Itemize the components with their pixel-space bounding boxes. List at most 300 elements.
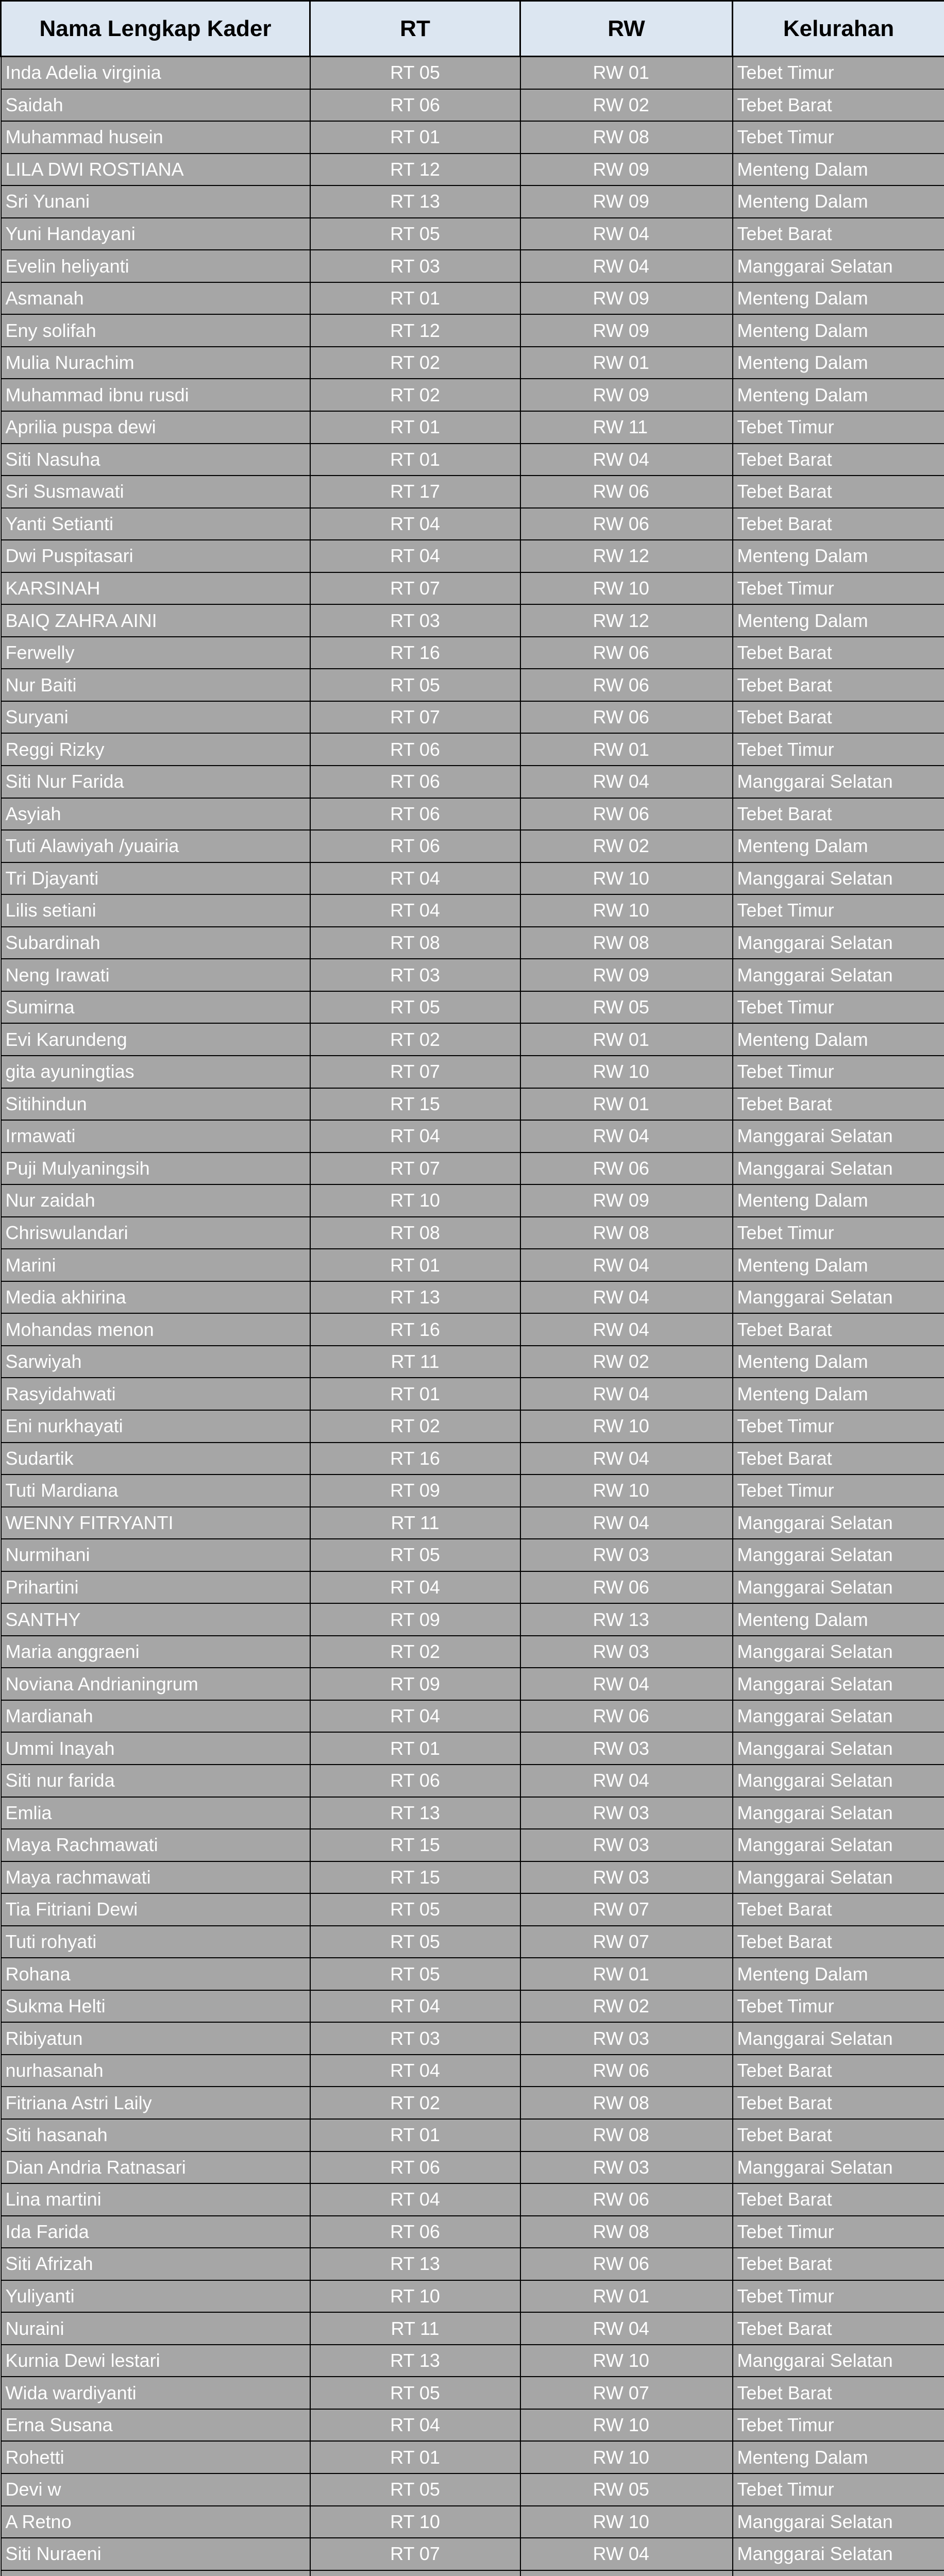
cell-rt[interactable]: RT 04 bbox=[310, 862, 520, 895]
table-row[interactable] bbox=[1, 2119, 944, 2151]
cell-rw[interactable]: RW 09 bbox=[520, 154, 733, 186]
table-row[interactable] bbox=[1, 1475, 944, 1507]
cell-rw[interactable]: RW 08 bbox=[520, 1217, 733, 1249]
cell-rt[interactable]: RT 06 bbox=[310, 798, 520, 831]
cell-name[interactable]: Prihartini bbox=[1, 1571, 310, 1604]
header-rt[interactable]: RT bbox=[310, 1, 520, 57]
cell-name[interactable]: Sri Susmawati bbox=[1, 476, 310, 508]
cell-rt[interactable]: RT 11 bbox=[310, 1346, 520, 1378]
cell-rt[interactable]: RT 13 bbox=[310, 1797, 520, 1829]
cell-name[interactable]: Neng Irawati bbox=[1, 959, 310, 991]
table-row[interactable] bbox=[1, 347, 944, 379]
cell-name[interactable]: Siti Nasuha bbox=[1, 444, 310, 476]
cell-rt[interactable]: RT 01 bbox=[310, 282, 520, 315]
cell-rw[interactable]: RW 09 bbox=[520, 1184, 733, 1217]
cell-name[interactable]: Reggi Rizky bbox=[1, 733, 310, 766]
cell-rw[interactable]: RW 01 bbox=[520, 347, 733, 379]
table-row[interactable] bbox=[1, 991, 944, 1024]
cell-name[interactable]: Sitihindun bbox=[1, 1088, 310, 1121]
cell-name[interactable]: Eni nurkhayati bbox=[1, 1410, 310, 1443]
cell-rt[interactable]: RT 02 bbox=[310, 1636, 520, 1668]
cell-name[interactable]: Sumirna bbox=[1, 991, 310, 1024]
cell-rw[interactable]: RW 06 bbox=[520, 1700, 733, 1733]
table-row[interactable] bbox=[1, 444, 944, 476]
cell-rt[interactable]: RT 04 bbox=[310, 1120, 520, 1153]
cell-kelurahan[interactable]: Manggarai Selatan bbox=[733, 1636, 944, 1668]
cell-kelurahan[interactable]: Tebet Barat bbox=[733, 2119, 944, 2151]
cell-name[interactable]: BAIQ ZAHRA AINI bbox=[1, 604, 310, 637]
cell-rt[interactable]: RT 07 bbox=[310, 701, 520, 734]
cell-rw[interactable]: RW 04 bbox=[520, 2538, 733, 2570]
cell-rw[interactable]: RW 03 bbox=[520, 1829, 733, 1861]
table-row[interactable] bbox=[1, 959, 944, 991]
cell-kelurahan[interactable]: Menteng Dalam bbox=[733, 1023, 944, 1056]
cell-rt[interactable]: RT 03 bbox=[310, 2022, 520, 2055]
cell-rt[interactable]: RT 09 bbox=[310, 1475, 520, 1507]
table-row[interactable] bbox=[1, 2055, 944, 2087]
cell-kelurahan[interactable]: Manggarai Selatan bbox=[733, 2506, 944, 2538]
cell-name[interactable]: Maria anggraeni bbox=[1, 1636, 310, 1668]
cell-kelurahan[interactable]: Manggarai Selatan bbox=[733, 2022, 944, 2055]
cell-name[interactable]: Mardianah bbox=[1, 1700, 310, 1733]
cell-rw[interactable]: RW 03 bbox=[520, 1861, 733, 1894]
table-row[interactable] bbox=[1, 1378, 944, 1410]
cell-rw[interactable]: RW 02 bbox=[520, 89, 733, 122]
cell-name[interactable]: Fitriana Astri Laily bbox=[1, 2087, 310, 2119]
cell-rt[interactable]: RT 07 bbox=[310, 1056, 520, 1088]
cell-rw[interactable]: RW 01 bbox=[520, 1958, 733, 1990]
cell-name[interactable]: Yuni Handayani bbox=[1, 218, 310, 250]
cell-rt[interactable]: RT 01 bbox=[310, 1732, 520, 1765]
cell-name[interactable]: Eny solifah bbox=[1, 314, 310, 347]
cell-name[interactable]: Puji Mulyaningsih bbox=[1, 1153, 310, 1185]
cell-name[interactable]: Erna Susana bbox=[1, 2409, 310, 2442]
table-row[interactable] bbox=[1, 2441, 944, 2473]
cell-kelurahan[interactable]: Menteng Dalam bbox=[733, 1184, 944, 1217]
cell-kelurahan[interactable]: Tebet Barat bbox=[733, 1088, 944, 1121]
cell-name[interactable]: Maya Rachmawati bbox=[1, 1829, 310, 1861]
table-row[interactable] bbox=[1, 1732, 944, 1765]
cell-name[interactable]: Marini bbox=[1, 1249, 310, 1281]
cell-kelurahan[interactable]: Manggarai Selatan bbox=[733, 1765, 944, 1797]
cell-rw[interactable]: RW 05 bbox=[520, 991, 733, 1024]
table-row[interactable] bbox=[1, 894, 944, 927]
cell-kelurahan[interactable]: Tebet Timur bbox=[733, 1410, 944, 1443]
table-row[interactable] bbox=[1, 1249, 944, 1281]
cell-rt[interactable]: RT 07 bbox=[310, 2538, 520, 2570]
cell-name[interactable]: Irmawati bbox=[1, 1120, 310, 1153]
cell-rw[interactable]: RW 04 bbox=[520, 1507, 733, 1539]
cell-rw[interactable]: RW 01 bbox=[520, 733, 733, 766]
table-row[interactable] bbox=[1, 2151, 944, 2184]
table-row[interactable] bbox=[1, 2377, 944, 2409]
cell-name[interactable]: Rohana bbox=[1, 1958, 310, 1990]
cell-rt[interactable]: RT 11 bbox=[310, 1507, 520, 1539]
table-row[interactable] bbox=[1, 508, 944, 540]
cell-name[interactable]: KARSINAH bbox=[1, 572, 310, 605]
cell-kelurahan[interactable]: Tebet Barat bbox=[733, 508, 944, 540]
cell-rw[interactable]: RW 06 bbox=[520, 637, 733, 669]
cell-rt[interactable]: RT 01 bbox=[310, 121, 520, 154]
cell-rt[interactable]: RT 09 bbox=[310, 1668, 520, 1700]
table-row[interactable] bbox=[1, 218, 944, 250]
cell-name[interactable]: Aprilia puspa dewi bbox=[1, 411, 310, 444]
cell-rw[interactable]: RW 04 bbox=[520, 444, 733, 476]
table-row[interactable] bbox=[1, 476, 944, 508]
cell-kelurahan[interactable]: Tebet Timur bbox=[733, 411, 944, 444]
cell-name[interactable] bbox=[1, 2570, 310, 2576]
table-row[interactable] bbox=[1, 1990, 944, 2023]
table-row[interactable] bbox=[1, 1346, 944, 1378]
cell-name[interactable]: Tuti rohyati bbox=[1, 1926, 310, 1958]
cell-name[interactable]: Kurnia Dewi lestari bbox=[1, 2345, 310, 2377]
table-row[interactable] bbox=[1, 1023, 944, 1056]
cell-rt[interactable]: RT 02 bbox=[310, 1023, 520, 1056]
cell-name[interactable]: Nur zaidah bbox=[1, 1184, 310, 1217]
table-row[interactable] bbox=[1, 2538, 944, 2570]
cell-rw[interactable]: RW 10 bbox=[520, 2345, 733, 2377]
table-row[interactable] bbox=[1, 733, 944, 766]
cell-kelurahan[interactable]: Menteng Dalam bbox=[733, 2441, 944, 2473]
cell-name[interactable]: Tia Fitriani Dewi bbox=[1, 1893, 310, 1926]
table-row[interactable] bbox=[1, 314, 944, 347]
cell-rw[interactable] bbox=[520, 2570, 733, 2576]
header-kelurahan[interactable]: Kelurahan bbox=[733, 1, 944, 57]
cell-kelurahan[interactable]: Menteng Dalam bbox=[733, 604, 944, 637]
cell-rt[interactable]: RT 13 bbox=[310, 1281, 520, 1314]
table-row[interactable] bbox=[1, 1056, 944, 1088]
cell-rt[interactable]: RT 04 bbox=[310, 894, 520, 927]
cell-rt[interactable]: RT 13 bbox=[310, 2345, 520, 2377]
cell-kelurahan[interactable]: Menteng Dalam bbox=[733, 1249, 944, 1281]
cell-name[interactable]: Ribiyatun bbox=[1, 2022, 310, 2055]
cell-kelurahan[interactable]: Menteng Dalam bbox=[733, 379, 944, 411]
table-row[interactable] bbox=[1, 2183, 944, 2216]
cell-rt[interactable]: RT 04 bbox=[310, 1571, 520, 1604]
cell-kelurahan[interactable]: Manggarai Selatan bbox=[733, 766, 944, 798]
cell-rw[interactable]: RW 01 bbox=[520, 57, 733, 89]
cell-name[interactable]: Lilis setiani bbox=[1, 894, 310, 927]
cell-kelurahan[interactable]: Tebet Barat bbox=[733, 1313, 944, 1346]
cell-kelurahan[interactable]: Menteng Dalam bbox=[733, 1346, 944, 1378]
cell-rt[interactable]: RT 05 bbox=[310, 1958, 520, 1990]
cell-kelurahan[interactable]: Tebet Barat bbox=[733, 1443, 944, 1475]
cell-rt[interactable]: RT 08 bbox=[310, 927, 520, 959]
cell-rw[interactable]: RW 07 bbox=[520, 1926, 733, 1958]
table-row[interactable] bbox=[1, 1668, 944, 1700]
cell-kelurahan[interactable]: Manggarai Selatan bbox=[733, 1153, 944, 1185]
cell-rw[interactable]: RW 06 bbox=[520, 701, 733, 734]
cell-rt[interactable]: RT 04 bbox=[310, 540, 520, 572]
cell-name[interactable]: nurhasanah bbox=[1, 2055, 310, 2087]
cell-rw[interactable]: RW 12 bbox=[520, 604, 733, 637]
cell-rw[interactable]: RW 11 bbox=[520, 411, 733, 444]
table-row[interactable] bbox=[1, 830, 944, 862]
cell-kelurahan[interactable]: Manggarai Selatan bbox=[733, 250, 944, 282]
cell-kelurahan[interactable]: Tebet Barat bbox=[733, 2183, 944, 2216]
cell-rw[interactable]: RW 04 bbox=[520, 766, 733, 798]
cell-kelurahan[interactable]: Manggarai Selatan bbox=[733, 1120, 944, 1153]
cell-rw[interactable]: RW 06 bbox=[520, 2055, 733, 2087]
cell-rt[interactable]: RT 17 bbox=[310, 476, 520, 508]
cell-rw[interactable]: RW 04 bbox=[520, 1765, 733, 1797]
cell-name[interactable]: Siti hasanah bbox=[1, 2119, 310, 2151]
cell-rt[interactable]: RT 04 bbox=[310, 2055, 520, 2087]
cell-rt[interactable]: RT 03 bbox=[310, 959, 520, 991]
table-row[interactable] bbox=[1, 411, 944, 444]
cell-name[interactable]: Sudartik bbox=[1, 1443, 310, 1475]
cell-name[interactable]: Nur Baiti bbox=[1, 669, 310, 701]
cell-kelurahan[interactable]: Tebet Timur bbox=[733, 1475, 944, 1507]
cell-rw[interactable]: RW 10 bbox=[520, 2409, 733, 2442]
cell-name[interactable]: Rohetti bbox=[1, 2441, 310, 2473]
cell-rw[interactable]: RW 07 bbox=[520, 1893, 733, 1926]
cell-rt[interactable]: RT 16 bbox=[310, 1313, 520, 1346]
cell-name[interactable]: SANTHY bbox=[1, 1603, 310, 1636]
cell-rw[interactable]: RW 06 bbox=[520, 508, 733, 540]
cell-kelurahan[interactable]: Manggarai Selatan bbox=[733, 2345, 944, 2377]
cell-rt[interactable]: RT 10 bbox=[310, 2280, 520, 2313]
table-row[interactable] bbox=[1, 2345, 944, 2377]
cell-kelurahan[interactable]: Tebet Timur bbox=[733, 2280, 944, 2313]
cell-rw[interactable]: RW 02 bbox=[520, 1346, 733, 1378]
cell-name[interactable]: Siti Nur Farida bbox=[1, 766, 310, 798]
cell-name[interactable]: Dian Andria Ratnasari bbox=[1, 2151, 310, 2184]
cell-rt[interactable]: RT 05 bbox=[310, 2377, 520, 2409]
cell-name[interactable]: Siti Nuraeni bbox=[1, 2538, 310, 2570]
table-row[interactable] bbox=[1, 1829, 944, 1861]
cell-kelurahan[interactable]: Tebet Barat bbox=[733, 1926, 944, 1958]
cell-kelurahan[interactable]: Tebet Barat bbox=[733, 2377, 944, 2409]
table-row[interactable] bbox=[1, 154, 944, 186]
table-row[interactable] bbox=[1, 2312, 944, 2345]
cell-rt[interactable]: RT 10 bbox=[310, 1184, 520, 1217]
cell-name[interactable]: LILA DWI ROSTIANA bbox=[1, 154, 310, 186]
table-row[interactable] bbox=[1, 2409, 944, 2442]
cell-name[interactable]: Devi w bbox=[1, 2473, 310, 2506]
cell-rt[interactable]: RT 05 bbox=[310, 1926, 520, 1958]
table-row[interactable] bbox=[1, 927, 944, 959]
cell-rw[interactable]: RW 04 bbox=[520, 1668, 733, 1700]
cell-rw[interactable]: RW 04 bbox=[520, 1443, 733, 1475]
cell-name[interactable]: Evi Karundeng bbox=[1, 1023, 310, 1056]
cell-kelurahan[interactable]: Manggarai Selatan bbox=[733, 2538, 944, 2570]
cell-rt[interactable]: RT 01 bbox=[310, 1249, 520, 1281]
table-row[interactable] bbox=[1, 282, 944, 315]
table-row[interactable] bbox=[1, 1700, 944, 1733]
cell-name[interactable]: Subardinah bbox=[1, 927, 310, 959]
cell-rw[interactable]: RW 03 bbox=[520, 1539, 733, 1571]
table-row[interactable] bbox=[1, 1184, 944, 1217]
cell-rt[interactable]: RT 05 bbox=[310, 57, 520, 89]
cell-rt[interactable]: RT 08 bbox=[310, 1217, 520, 1249]
cell-rw[interactable]: RW 04 bbox=[520, 218, 733, 250]
cell-name[interactable]: WENNY FITRYANTI bbox=[1, 1507, 310, 1539]
cell-kelurahan[interactable]: Tebet Timur bbox=[733, 1056, 944, 1088]
cell-rw[interactable]: RW 06 bbox=[520, 476, 733, 508]
cell-name[interactable]: Siti Afrizah bbox=[1, 2248, 310, 2280]
cell-name[interactable]: Sukma Helti bbox=[1, 1990, 310, 2023]
cell-kelurahan[interactable]: Tebet Barat bbox=[733, 89, 944, 122]
cell-kelurahan[interactable]: Tebet Timur bbox=[733, 121, 944, 154]
table-row[interactable] bbox=[1, 1410, 944, 1443]
table-row[interactable] bbox=[1, 572, 944, 605]
cell-rw[interactable]: RW 08 bbox=[520, 927, 733, 959]
table-row[interactable] bbox=[1, 798, 944, 831]
table-row[interactable] bbox=[1, 1120, 944, 1153]
cell-rt[interactable]: RT 04 bbox=[310, 1700, 520, 1733]
cell-kelurahan[interactable]: Tebet Barat bbox=[733, 1893, 944, 1926]
cell-kelurahan[interactable]: Tebet Timur bbox=[733, 2409, 944, 2442]
cell-rt[interactable]: RT 03 bbox=[310, 604, 520, 637]
table-row[interactable] bbox=[1, 1443, 944, 1475]
cell-rw[interactable]: RW 09 bbox=[520, 379, 733, 411]
table-row[interactable] bbox=[1, 1281, 944, 1314]
cell-rt[interactable]: RT 13 bbox=[310, 185, 520, 218]
cell-kelurahan[interactable]: Manggarai Selatan bbox=[733, 2151, 944, 2184]
cell-rt[interactable]: RT 12 bbox=[310, 314, 520, 347]
cell-kelurahan[interactable]: Manggarai Selatan bbox=[733, 1700, 944, 1733]
table-row[interactable] bbox=[1, 1313, 944, 1346]
cell-name[interactable]: Yuliyanti bbox=[1, 2280, 310, 2313]
cell-name[interactable]: Tuti Mardiana bbox=[1, 1475, 310, 1507]
cell-rt[interactable]: RT 05 bbox=[310, 991, 520, 1024]
cell-name[interactable]: Mohandas menon bbox=[1, 1313, 310, 1346]
cell-rw[interactable]: RW 04 bbox=[520, 1281, 733, 1314]
cell-rt[interactable]: RT 02 bbox=[310, 379, 520, 411]
cell-rw[interactable]: RW 04 bbox=[520, 2312, 733, 2345]
cell-rt[interactable]: RT 05 bbox=[310, 1539, 520, 1571]
cell-kelurahan[interactable]: Menteng Dalam bbox=[733, 185, 944, 218]
cell-name[interactable]: Saidah bbox=[1, 89, 310, 122]
cell-kelurahan[interactable]: Tebet Timur bbox=[733, 57, 944, 89]
cell-rw[interactable]: RW 03 bbox=[520, 1797, 733, 1829]
cell-rw[interactable]: RW 06 bbox=[520, 1571, 733, 1604]
cell-kelurahan[interactable]: Tebet Barat bbox=[733, 2055, 944, 2087]
table-row[interactable] bbox=[1, 701, 944, 734]
table-row[interactable] bbox=[1, 540, 944, 572]
table-row[interactable] bbox=[1, 2216, 944, 2248]
cell-rt[interactable]: RT 16 bbox=[310, 637, 520, 669]
table-row[interactable] bbox=[1, 89, 944, 122]
cell-name[interactable]: gita ayuningtias bbox=[1, 1056, 310, 1088]
table-row[interactable] bbox=[1, 2248, 944, 2280]
cell-kelurahan[interactable]: Menteng Dalam bbox=[733, 830, 944, 862]
cell-name[interactable]: Noviana Andrianingrum bbox=[1, 1668, 310, 1700]
cell-rt[interactable]: RT 05 bbox=[310, 1893, 520, 1926]
cell-rt[interactable]: RT 04 bbox=[310, 2183, 520, 2216]
cell-name[interactable]: Chriswulandari bbox=[1, 1217, 310, 1249]
cell-rw[interactable]: RW 06 bbox=[520, 669, 733, 701]
cell-rt[interactable]: RT 05 bbox=[310, 218, 520, 250]
table-row[interactable] bbox=[1, 1636, 944, 1668]
table-row[interactable] bbox=[1, 2280, 944, 2313]
cell-rt[interactable]: RT 01 bbox=[310, 411, 520, 444]
cell-rt[interactable]: RT 09 bbox=[310, 1603, 520, 1636]
table-row[interactable] bbox=[1, 2570, 944, 2576]
cell-name[interactable]: Evelin heliyanti bbox=[1, 250, 310, 282]
table-row[interactable] bbox=[1, 1958, 944, 1990]
cell-kelurahan[interactable]: Manggarai Selatan bbox=[733, 1861, 944, 1894]
cell-rt[interactable]: RT 06 bbox=[310, 89, 520, 122]
cell-kelurahan[interactable]: Manggarai Selatan bbox=[733, 1539, 944, 1571]
cell-rw[interactable]: RW 10 bbox=[520, 894, 733, 927]
table-row[interactable] bbox=[1, 1217, 944, 1249]
cell-kelurahan[interactable]: Manggarai Selatan bbox=[733, 959, 944, 991]
cell-kelurahan[interactable]: Tebet Timur bbox=[733, 2473, 944, 2506]
cell-rt[interactable]: RT 05 bbox=[310, 2473, 520, 2506]
cell-rw[interactable]: RW 10 bbox=[520, 1475, 733, 1507]
cell-rw[interactable]: RW 10 bbox=[520, 1056, 733, 1088]
cell-rw[interactable]: RW 08 bbox=[520, 2087, 733, 2119]
table-row[interactable] bbox=[1, 185, 944, 218]
cell-rw[interactable]: RW 10 bbox=[520, 862, 733, 895]
table-row[interactable] bbox=[1, 2022, 944, 2055]
cell-rt[interactable]: RT 07 bbox=[310, 572, 520, 605]
cell-rw[interactable]: RW 13 bbox=[520, 1603, 733, 1636]
cell-rw[interactable]: RW 10 bbox=[520, 1410, 733, 1443]
cell-rt[interactable]: RT 15 bbox=[310, 1861, 520, 1894]
cell-name[interactable]: Suryani bbox=[1, 701, 310, 734]
cell-rw[interactable]: RW 06 bbox=[520, 2248, 733, 2280]
cell-rw[interactable]: RW 04 bbox=[520, 1120, 733, 1153]
table-row[interactable] bbox=[1, 2087, 944, 2119]
cell-rw[interactable]: RW 07 bbox=[520, 2377, 733, 2409]
cell-rw[interactable]: RW 04 bbox=[520, 250, 733, 282]
cell-name[interactable]: Dwi Puspitasari bbox=[1, 540, 310, 572]
cell-kelurahan[interactable]: Manggarai Selatan bbox=[733, 862, 944, 895]
cell-name[interactable]: Nurmihani bbox=[1, 1539, 310, 1571]
table-row[interactable] bbox=[1, 1893, 944, 1926]
cell-rw[interactable]: RW 05 bbox=[520, 2473, 733, 2506]
cell-kelurahan[interactable]: Manggarai Selatan bbox=[733, 927, 944, 959]
cell-rt[interactable]: RT 01 bbox=[310, 2441, 520, 2473]
cell-rt[interactable]: RT 06 bbox=[310, 830, 520, 862]
cell-kelurahan[interactable]: Manggarai Selatan bbox=[733, 1571, 944, 1604]
cell-kelurahan[interactable]: Tebet Timur bbox=[733, 2216, 944, 2248]
cell-rw[interactable]: RW 06 bbox=[520, 798, 733, 831]
cell-kelurahan[interactable]: Tebet Timur bbox=[733, 1217, 944, 1249]
table-row[interactable] bbox=[1, 379, 944, 411]
cell-rt[interactable]: RT 10 bbox=[310, 2506, 520, 2538]
cell-rw[interactable]: RW 01 bbox=[520, 1088, 733, 1121]
cell-name[interactable]: Maya rachmawati bbox=[1, 1861, 310, 1894]
cell-rw[interactable]: RW 12 bbox=[520, 540, 733, 572]
cell-kelurahan[interactable] bbox=[733, 2570, 944, 2576]
cell-name[interactable]: Muhammad husein bbox=[1, 121, 310, 154]
cell-kelurahan[interactable]: Menteng Dalam bbox=[733, 154, 944, 186]
table-row[interactable] bbox=[1, 2473, 944, 2506]
cell-kelurahan[interactable]: Tebet Barat bbox=[733, 2087, 944, 2119]
cell-name[interactable]: Lina martini bbox=[1, 2183, 310, 2216]
cell-rt[interactable]: RT 04 bbox=[310, 2409, 520, 2442]
cell-kelurahan[interactable]: Tebet Barat bbox=[733, 444, 944, 476]
table-row[interactable] bbox=[1, 1765, 944, 1797]
cell-rw[interactable]: RW 10 bbox=[520, 2441, 733, 2473]
cell-rw[interactable]: RW 08 bbox=[520, 2216, 733, 2248]
cell-name[interactable]: Tuti Alawiyah /yuairia bbox=[1, 830, 310, 862]
cell-name[interactable]: Inda Adelia virginia bbox=[1, 57, 310, 89]
cell-kelurahan[interactable]: Menteng Dalam bbox=[733, 347, 944, 379]
cell-rw[interactable]: RW 09 bbox=[520, 185, 733, 218]
cell-rw[interactable]: RW 03 bbox=[520, 2151, 733, 2184]
header-rw[interactable]: RW bbox=[520, 1, 733, 57]
cell-kelurahan[interactable]: Menteng Dalam bbox=[733, 1378, 944, 1410]
cell-rt[interactable]: RT 01 bbox=[310, 444, 520, 476]
table-row[interactable] bbox=[1, 604, 944, 637]
cell-rw[interactable]: RW 03 bbox=[520, 2022, 733, 2055]
table-row[interactable] bbox=[1, 669, 944, 701]
